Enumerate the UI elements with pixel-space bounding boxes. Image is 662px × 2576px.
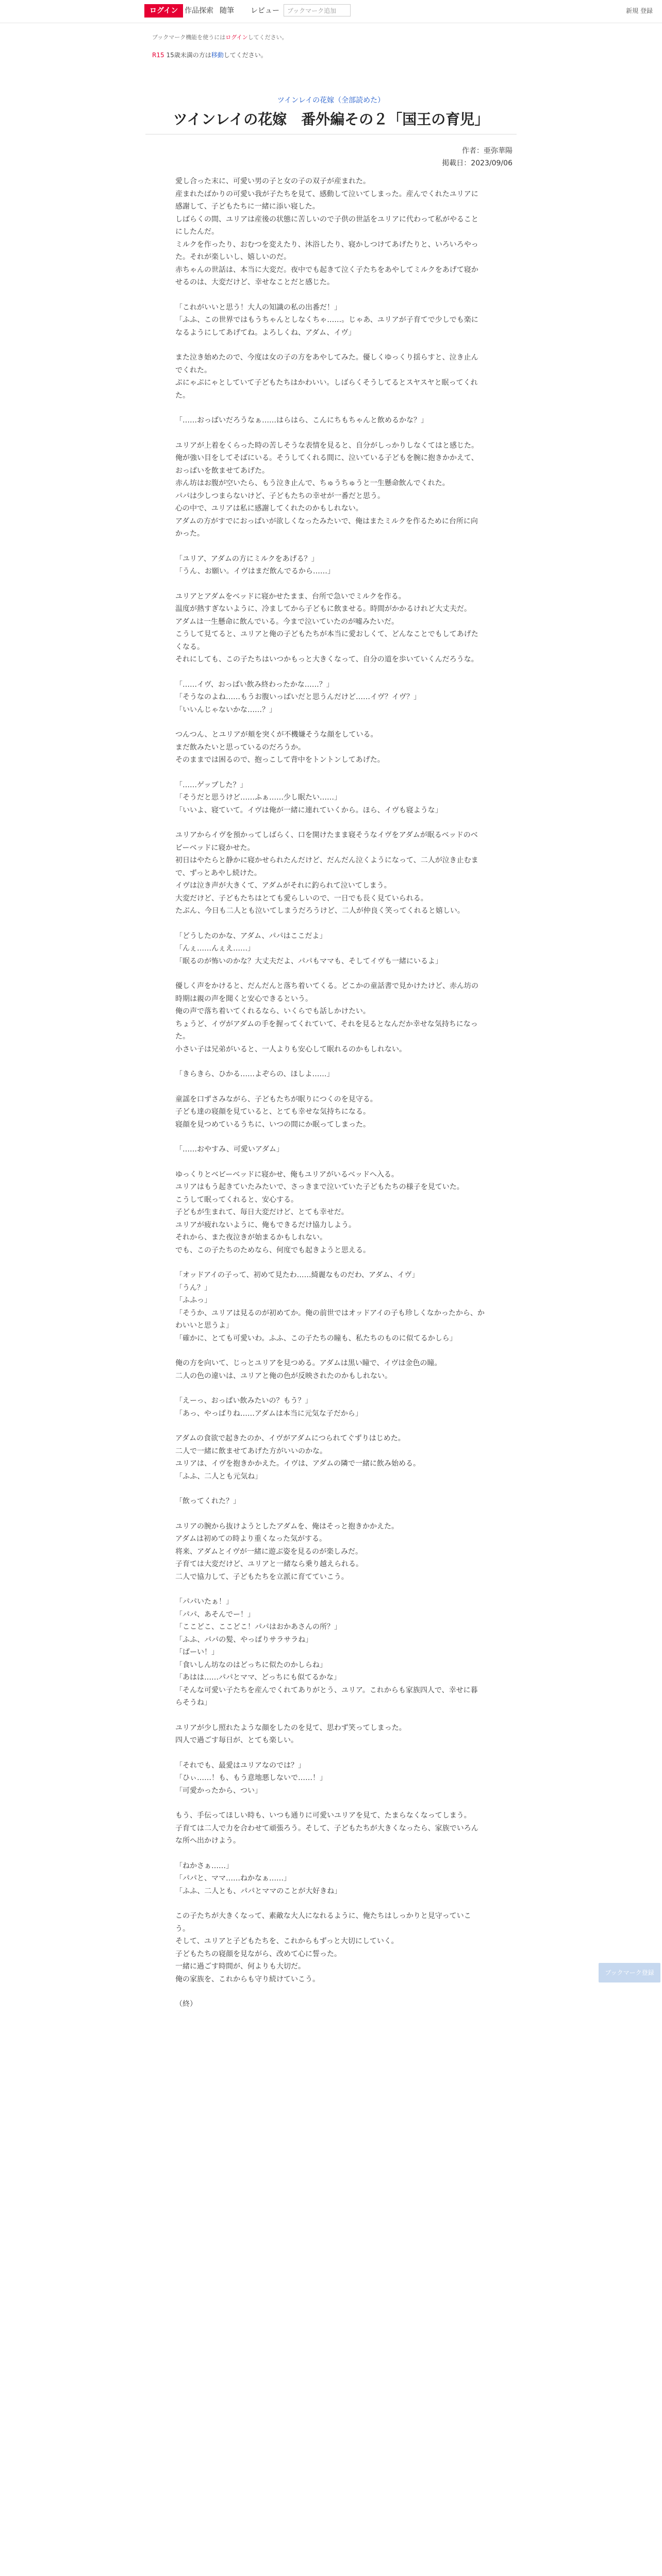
novel-paragraph: 童謡を口ずさみながら、子どもたちが眠りにつくのを見守る。 子ども達の寝顔を見ていると、とても幸せな気持ちになる。 寝顔を見つめているうちに、いつの間にか眠ってしまった。 — [175, 1095, 377, 1129]
novel-paragraph: 「飲ってくれた？」 — [175, 1497, 240, 1505]
author-link[interactable]: 亜弥華陽 — [484, 147, 512, 155]
top-bookmark-input[interactable]: ブックマーク追加 — [284, 4, 351, 16]
nav-item-essay[interactable]: 随筆 — [220, 7, 234, 15]
novel-paragraph: ユリアからイヴを預かってしばらく、口を開けたまま寝そうなイヴをアダムが眠るベッドのベビーベッドに寝かせた。 初日はやたらと静かに寝かせられたんだけど、だんだん泣くようになって、二人が泣き止むまで、ずっとあやし続けた。 イヴは泣き声が大きくて、アダムがそれに釣られて泣いてしまう。 大変だけど、子どもたちはとても愛らしいので、一日でも長く見ていられる。 たぶん、今日も二人とも泣いてしまうだろうけど、二人が仲良く笑ってくれると嬉しい。 — [175, 831, 478, 915]
novel-body — [175, 175, 485, 2023]
novel-paragraph: アダムの食欲で起きたのか、イヴがアダムにつられてぐずりはじめた。 二人で一緒に飲ませてあげた方がいいのかな。 ユリアは、イヴを抱きかかえた。イヴは、アダムの隣で一緒に飲み始める。 「ふふ、二人とも元気ね」 — [175, 1434, 421, 1481]
login-notice-prefix: ブックマーク機能を使うには — [152, 34, 226, 41]
novel-paragraph: 「……おやすみ、可愛いアダム」 — [175, 1145, 284, 1154]
novel-paragraph: 「これがいいと思う！大人の知識の私の出番だ！」 「ふふ、この世界ではもうちゃんとしなくちゃ……。じゃあ、ユリアが子育てで少しでも楽になるようにしてあげてね。よろしくね、アダム、イヴ」 — [175, 303, 478, 337]
novel-paragraph: 「……ゲップした？」 「そうだと思うけど……ふぁ……少し眠たい……」 「いいよ、寝ていて。イヴは俺が一緒に連れていくから。ほら、イヴも寝ような」 — [175, 781, 442, 815]
author-line — [462, 145, 512, 156]
novel-paragraph: 「パパいたぁ！」 「パパ、あそんでー！」 「ここどこ、ここどこ！パパはおかあさんの所？」 「ふふ、パパの髪、やっぱりサラサラね」 「ぱーい！」 「食いしん坊なのはどっちに似たのかしらね」 「あはは……パパとママ、どっちにも似てるかな」 「そんな可愛い子たちを産んでくれてありがとう、ユリア。これからも家族四人で、幸せに暮らそうね」 — [175, 1598, 478, 1707]
top-navigation-bar — [0, 0, 662, 23]
novel-paragraph: 「それでも、最愛はユリアなのでは？」 「ひぃ……！も、もう意地悪しないで……！」 「可愛かったから、つい」 — [175, 1761, 327, 1795]
login-button[interactable]: ログイン — [144, 4, 183, 18]
novel-paragraph: 「えーっ、おっぱい飲みたいの？もう？」 「あっ、やっぱりね……アダムは本当に元気な子だから」 — [175, 1397, 362, 1418]
signup-link[interactable]: 新規 登録 — [626, 7, 653, 14]
novel-paragraph: 愛し合った末に、可愛い男の子と女の子の双子が産まれた。 産まれたばかりの可愛い我が子たちを見て、感動して泣いてしまった。産んでくれたユリアに感謝して、子どもたちに一緒に添い寝した。 しばらくの間、ユリアは産後の状態に苦しいので子供の世話をユリアに代わって私がやることにしたんだ。 ミルクを作ったり、おむつを変えたり、沐浴したり、寝かしつけてあげたりと、いろいろやった。それが楽しいし、嬉しいのだ。 赤ちゃんの世話は、本当に大変だ。夜中でも起きて泣く子たちをあやしてミルクをあげて寝かせるのは、大変だけど、幸せなことだと感じた。 — [175, 177, 478, 286]
age-rating-badge: R15 — [152, 52, 164, 59]
age-notice-suffix: してください。 — [223, 52, 267, 59]
series-title-link[interactable]: ツインレイの花嫁（全部読めた） — [277, 96, 385, 105]
login-notice — [152, 33, 288, 41]
novel-paragraph: ゆっくりとベビーベッドに寝かせ、俺もユリアがいるベッドへ入る。 ユリアはもう起きていたみたいで、さっきまで泣いていた子どもたちの様子を見ていた。 こうして眠ってくれると、安心する。 子どもが生まれて、毎日大変だけど、とても幸せだ。 ユリアが疲れないように、俺もできるだけ協力しよう。 それから、また夜泣きが始まるかもしれない。 でも、この子たちのためなら、何度でも起きようと思える。 — [175, 1170, 464, 1255]
novel-paragraph: 「……イヴ、おっぱい飲み終わったかな……？」 「そうなのよね……もうお腹いっぱいだと思うんだけど……イヴ？イヴ？」 「いいんじゃないかな……？」 — [175, 680, 421, 714]
side-bookmark-button[interactable]: ブックマーク登録 — [599, 1963, 660, 1982]
published-date: 掲載日：2023/09/06 — [442, 159, 512, 167]
nav-item-review[interactable]: レビュー — [251, 7, 279, 15]
novel-paragraph: 優しく声をかけると、だんだんと落ち着いてくる。どこかの童話書で見かけたけど、赤ん坊の時期は親の声を聞くと安心できるという。 俺の声で落ち着いてくれるなら、いくらでも話しかけたい。 ちょうど、イヴがアダムの手を握ってくれていて、それを見るとなんだか幸せな気持ちになった。 小さい子は兄弟がいると、一人よりも安心して眠れるのかもしれない。 — [175, 982, 478, 1054]
novel-paragraph: 俺の方を向いて、じっとユリアを見つめる。アダムは黒い瞳で、イヴは金色の瞳。 二人の色の違いは、ユリアと俺の色が反映されたのかもしれない。 — [175, 1359, 442, 1380]
novel-paragraph: ユリアとアダムをベッドに寝かせたまま、台所で急いでミルクを作る。 温度が熱すぎないように、冷ましてから子どもに飲ませる。時間がかかるけれど大丈夫だ。 アダムは一生懸命に飲んでいる。今まで泣いていたのが嘘みたいだ。 こうして見てると、ユリアと俺の子どもたちが本当に愛おしくて、どんなことでもしてあげたくなる。 それにしても、この子たちはいつかもっと大きくなって、自分の道を歩いていくんだろうな。 — [175, 592, 478, 664]
novel-paragraph: 「……おっぱいだろうなぁ……はらはら、こんにちもちゃんと飲めるかな？」 — [175, 416, 428, 425]
novel-paragraph: もう、手伝ってほしい時も、いつも通りに可愛いユリアを見て、たまらなくなってしまう。 子育ては二人で力を合わせて頑張ろう。そして、子どもたちが大きくなったら、家族でいろんな所へ出かけよう。 — [175, 1811, 478, 1845]
age-notice-text: 15歳未満の方は — [166, 52, 211, 59]
nav-item-explore[interactable]: 作品探索 — [185, 7, 213, 15]
page-title: ツインレイの花嫁 番外編その２「国王の育児」 — [173, 111, 489, 128]
age-notice — [152, 50, 267, 59]
novel-paragraph: （終） — [175, 2000, 197, 2008]
novel-paragraph: 「オッドアイの子って、初めて見たわ……綺麗なものだわ、アダム、イヴ」 「うん？」 「ふふっ」 「そうか、ユリアは見るのが初めてか。俺の前世ではオッドアイの子も珍しくなかったから、かわいいと思うよ」 「確かに、とても可愛いわ。ふふ、この子たちの瞳も、私たちのものに似てるかしら」 — [175, 1271, 485, 1343]
author-label: 作者： — [462, 147, 484, 155]
login-notice-link[interactable]: ログイン — [225, 34, 248, 41]
novel-paragraph: 「ユリア、アダムの方にミルクをあげる？」 「うん、お願い。イヴはまだ飲んでるから……」 — [175, 554, 335, 575]
novel-paragraph: ユリアの腕から抜けようとしたアダムを、俺はそっと抱きかかえた。 アダムは初めての時より重くなった気がする。 将来、アダムとイヴが一緒に遊ぶ姿を見るのが楽しみだ。 子育ては大変だけど、ユリアと一緒なら乗り越えられる。 二人で協力して、子どもたちを立派に育てていこう。 — [175, 1522, 399, 1581]
age-notice-link[interactable]: 移動 — [211, 52, 224, 59]
novel-paragraph: 「どうしたのかな、アダム、パパはここだよ」 「んぇ……んぇえ……」 「眠るのが怖いのかな？大丈夫だよ、パパもママも、そしてイヴも一緒にいるよ」 — [175, 931, 442, 965]
novel-paragraph: この子たちが大きくなって、素敵な大人になれるように、俺たちはしっかりと見守っていこう。 そして、ユリアと子どもたちを、これからもずっと大切にしていく。 子どもたちの寝顔を見ながら、改めて心に誓った。 一緒に過ごす時間が、何よりも大切だ。 俺の家族を、これからも守り続けていこう。 — [175, 1912, 471, 1984]
novel-paragraph: つんつん、とユリアが頬を突くが不機嫌そうな顔をしている。 まだ飲みたいと思っているのだろうか。 そのままでは困るので、抱っこして背中をトントンしてあげた。 — [175, 731, 385, 764]
login-notice-suffix: してください。 — [247, 34, 288, 41]
novel-paragraph: また泣き始めたので、今度は女の子の方をあやしてみた。優しくゆっくり揺らすと、泣き止んでくれた。 ぷにゃぷにゃとしていて子どもたちはかわいい。しばらくそうしてるとスヤスヤと眠ってくれた。 — [175, 353, 478, 400]
novel-paragraph: ユリアが上着をくらった時の苦しそうな表情を見ると、自分がしっかりしなくてはと感じた。 俺が強い目をしてそばにいる。そうしてくれる間に、泣いている子どもを腕に抱きかかえて、おっぱいを飲ませてあげた。 赤ん坊はお腹が空いたら、もう泣き止んで、ちゅうちゅうと一生懸命飲んでくれた。 パパは少しつまらないけど、子どもたちの幸せが一番だと思う。 心の中で、ユリアは私に感謝してくれたのかもしれない。 アダムの方がすでにおっぱいが欲しくなったみたいで、俺はまたミルクを作るために台所に向かった。 — [175, 441, 478, 538]
novel-paragraph: 「きらきら、ひかる……よぞらの、ほしよ……」 — [175, 1070, 334, 1078]
novel-paragraph: 「ねかさぁ……」 「パパと、ママ……ねかなぁ……」 「ふふ、二人とも、パパとママのことが大好きね」 — [175, 1861, 342, 1895]
novel-paragraph: ユリアが少し照れたような顔をしたのを見て、思わず笑ってしまった。 四人で過ごす毎日が、とても楽しい。 — [175, 1723, 406, 1744]
